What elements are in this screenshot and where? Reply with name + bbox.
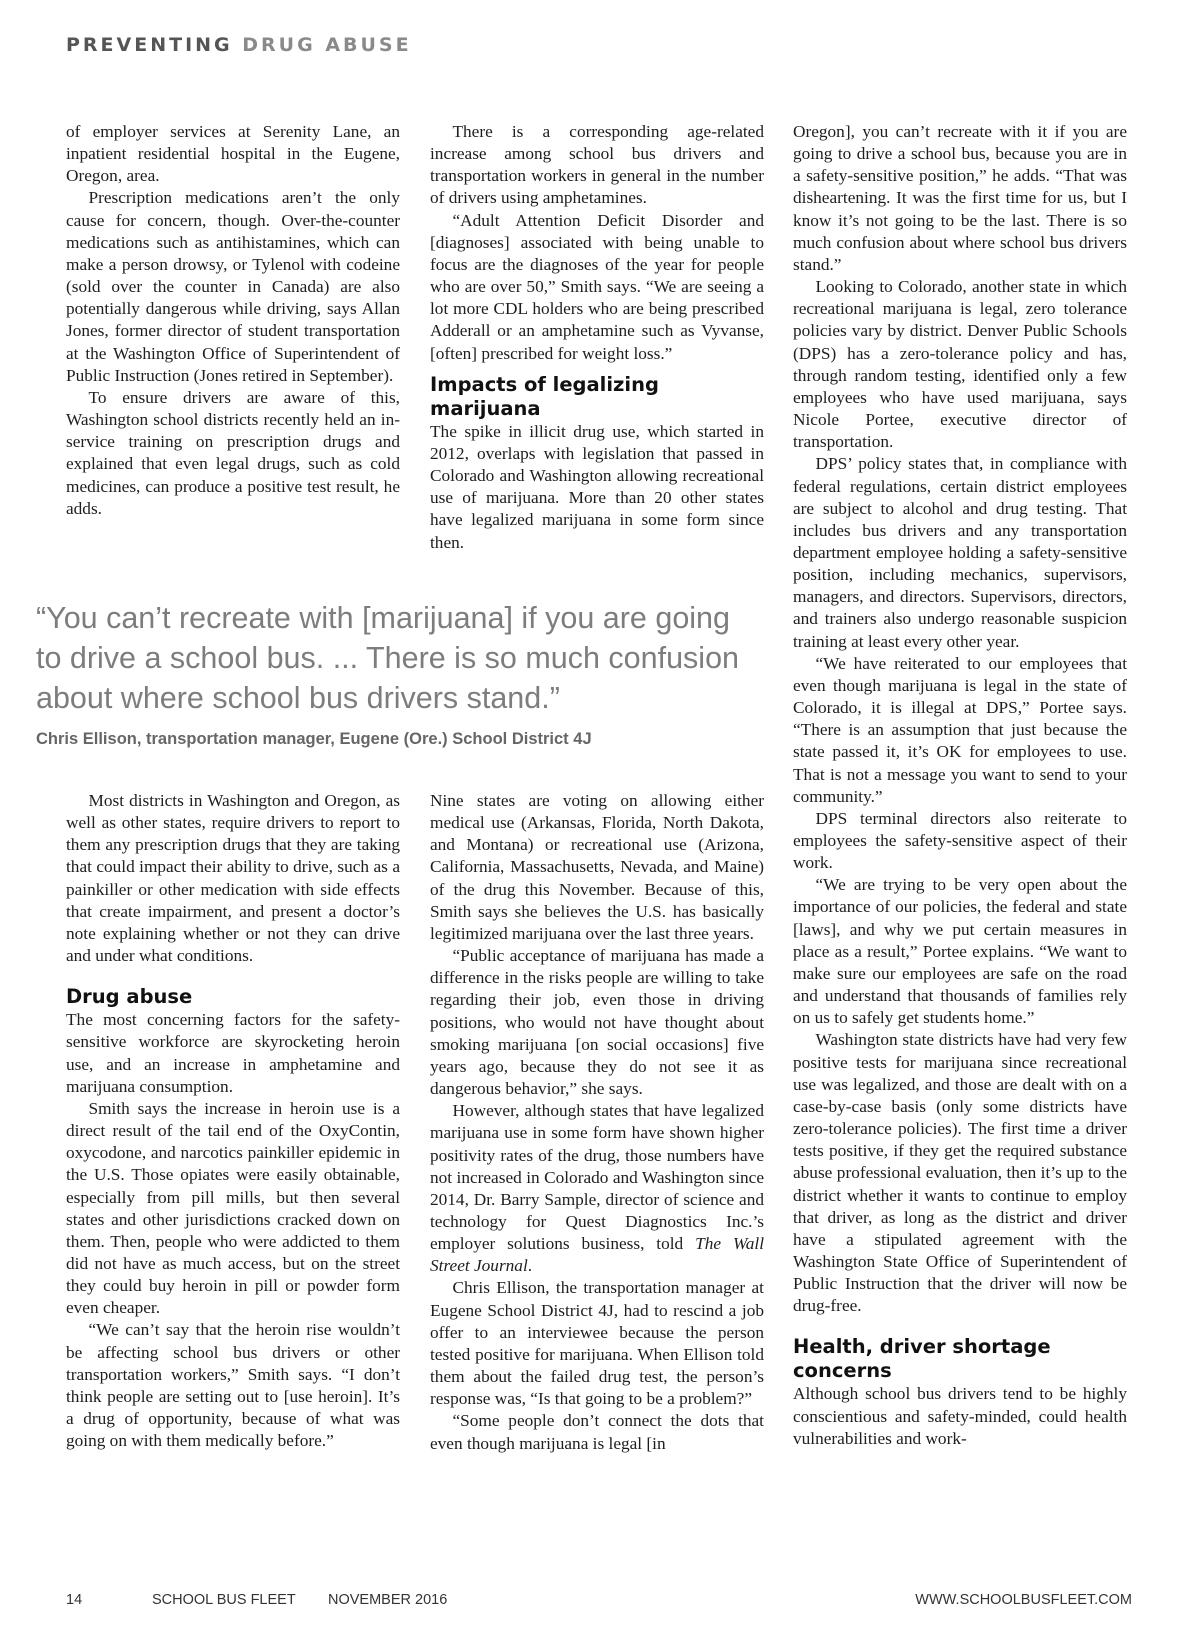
article-column-2 xyxy=(430,121,764,554)
page-number: 14 xyxy=(66,1592,83,1608)
paragraph: Smith says the increase in heroin use is a direct result of the tail end of the OxyContin, oxycodone, and narcotics painkiller epidemic in the U.S. Those opiates were easily obtainable, especially from pill mills, but then several states and other jurisdictions cracked down on them. Then, people who were addicted to them did not have as much access, but on the street they could buy heroin in pill or powder form even cheaper. xyxy=(66,1098,400,1318)
paragraph: Oregon], you can’t recreate with it if you are going to drive a school bus, because you are in a safety-sensitive position,” he adds. “That was disheartening. It was the first time for us, but I know it’s not going to be the last. There is so much confusion about where school bus drivers stand.” xyxy=(793,122,1127,274)
article-column-4 xyxy=(66,790,400,1452)
paragraph: DPS’ policy states that, in compliance with federal regulations, certain district employees are subject to alcohol and drug testing. That includes bus drivers and any transportation department employee holding a safety-sensitive position, including mechanics, supervisors, managers, and directors. Supervisors, directors, and trainers also undergo reasonable suspicion training at least every other year. xyxy=(793,454,1127,651)
paragraph: “Some people don’t connect the dots that even though marijuana is legal [in xyxy=(430,1411,764,1453)
paragraph-text: However, although states that have legalized marijuana use in some form have shown higher positivity rates of the drug, those numbers have not increased in Colorado and Washington since 2014, Dr. Barry Sample, director of science and technology for Quest Diagnostics Inc.’s employer solutions business, told xyxy=(430,1101,764,1254)
section-title-part1: PREVENTING xyxy=(66,34,233,56)
paragraph: “Public acceptance of marijuana has made a difference in the risks people are willing to take regarding their job, even those in driving positions, who would not have thought about smoking marijuana [on social occasions] five years ago, because they do not see it as dangerous behavior,” she says. xyxy=(430,946,764,1099)
paragraph: To ensure drivers are aware of this, Washington school districts recently held an in-service training on prescription drugs and explained that even legal drugs, such as cold medicines, can produce a positive test result, he adds. xyxy=(66,387,400,518)
paragraph: “Adult Attention Deficit Disorder and [diagnoses] associated with being unable to focus are the diagnoses of the year for people who are over 50,” Smith says. “We are seeing a lot more CDL holders who are being prescribed Adderall or an amphetamine such as Vyvanse, [often] prescribed for weight loss.” xyxy=(430,210,764,363)
paragraph: There is a corresponding age-related increase among school bus drivers and transportation workers in general in the number of drivers using amphetamines. xyxy=(430,122,764,208)
publication-name-footer: SCHOOL BUS FLEET xyxy=(152,1592,296,1608)
subheading-drug-abuse: Drug abuse xyxy=(66,985,193,1009)
article-column-1 xyxy=(66,121,400,520)
subheading-health-driver-shortage: Health, driver shortage concerns xyxy=(793,1335,1051,1383)
paragraph: “We are trying to be very open about the importance of our policies, the federal and state [laws], and why we put certain measures in place as a result,” Portee explains. “We want to make sure our employees are safe on the road and understand that thousands of families rely on us to safely get students home.” xyxy=(793,875,1127,1028)
pull-quote xyxy=(36,598,756,749)
paragraph: Chris Ellison, the transportation manager at Eugene School District 4J, had to rescind a job offer to an interviewee because the person tested positive for marijuana. When Ellison told them about the failed drug test, the person’s response was, “Is that going to be a problem?” xyxy=(430,1278,764,1409)
paragraph: Nine states are voting on allowing either medical use (Arkansas, Florida, North Dakota, and Montana) or recreational use (Arizona, California, Massachusetts, Nevada, and Maine) of the drug this November. Because of this, Smith says she believes the U.S. has basically legitimized marijuana over the last three years. xyxy=(430,791,764,943)
paragraph: “We have reiterated to our employees that even though marijuana is legal in the state of Colorado, it is illegal at DPS,” Portee says. “There is an assumption that just because the state passed it, it’s OK for employees to use. That is not a message you want to send to your community.” xyxy=(793,653,1127,806)
publication-name: The Wall Street Journal xyxy=(430,1234,764,1276)
paragraph: “We can’t say that the heroin rise wouldn’t be affecting school bus drivers or other transportation workers,” Smith says. “I don’t think people are setting out to [use heroin]. It’s a drug of opportunity, because of what was going on with them medically before.” xyxy=(66,1320,400,1451)
pull-quote-text: “You can’t recreate with [marijuana] if you are going to drive a school bus. ... There is so much confusion about where school bus drivers stand.” xyxy=(36,601,739,715)
paragraph: Prescription medications aren’t the only cause for concern, though. Over-the-counter medications such as antihistamines, which can make a person drowsy, or Tylenol with codeine (sold over the counter in Canada) are also potentially dangerous while driving, says Allan Jones, former director of student transportation at the Washington Office of Superintendent of Public Instruction (Jones retired in September). xyxy=(66,188,400,385)
subheading-legalizing-marijuana: Impacts of legalizing marijuana xyxy=(430,372,659,420)
website-url: WWW.SCHOOLBUSFLEET.COM xyxy=(915,1592,1132,1608)
issue-date: NOVEMBER 2016 xyxy=(328,1592,448,1608)
article-column-3 xyxy=(793,121,1127,1450)
paragraph: Most districts in Washington and Oregon, as well as other states, require drivers to report to them any prescription drugs that they are taking that could impact their ability to drive, such as a painkiller or other medication with side effects that create impairment, and present a doctor’s note explaining whether or not they can drive and under what conditions. xyxy=(66,791,400,966)
paragraph: The spike in illicit drug use, which started in 2012, overlaps with legislation that passed in Colorado and Washington allowing recreational use of marijuana. More than 20 other states have legalized marijuana in some form since then. xyxy=(430,421,764,552)
paragraph: Although school bus drivers tend to be highly conscientious and safety-minded, could health vulnerabilities and work- xyxy=(793,1384,1127,1448)
section-title-part2: DRUG ABUSE xyxy=(242,34,412,56)
article-column-5 xyxy=(430,790,764,1455)
paragraph: Looking to Colorado, another state in which recreational marijuana is legal, zero tolerance policies vary by district. Denver Public Schools (DPS) has a zero-tolerance policy and has, through random testing, identified only a few employees who have used marijuana, says Nicole Portee, executive director of transportation. xyxy=(793,277,1127,452)
paragraph: The most concerning factors for the safety-sensitive workforce are skyrocketing heroin use, and an increase in amphetamine and marijuana consumption. xyxy=(66,1010,400,1096)
paragraph: DPS terminal directors also reiterate to employees the safety-sensitive aspect of their work. xyxy=(793,808,1127,873)
running-head xyxy=(66,34,412,56)
paragraph-text: . xyxy=(527,1256,533,1276)
pull-quote-credit: Chris Ellison, transportation manager, Eugene (Ore.) School District 4J xyxy=(36,730,592,748)
paragraph: of employer services at Serenity Lane, an inpatient residential hospital in the Eugene, Oregon, area. xyxy=(66,122,400,186)
paragraph: Washington state districts have had very few positive tests for marijuana since recreational use was legalized, and those are dealt with on a case-by-case basis (only some districts have zero-tolerance policies). The first time a driver tests positive, if they get the required substance abuse professional evaluation, then it’s up to the district whether it wants to continue to employ that driver, as long as the district and driver have a stipulated agreement with the Washington State Office of Superintendent of Public Instruction that the driver will now be drug-free. xyxy=(793,1030,1127,1316)
paragraph xyxy=(430,1100,764,1277)
